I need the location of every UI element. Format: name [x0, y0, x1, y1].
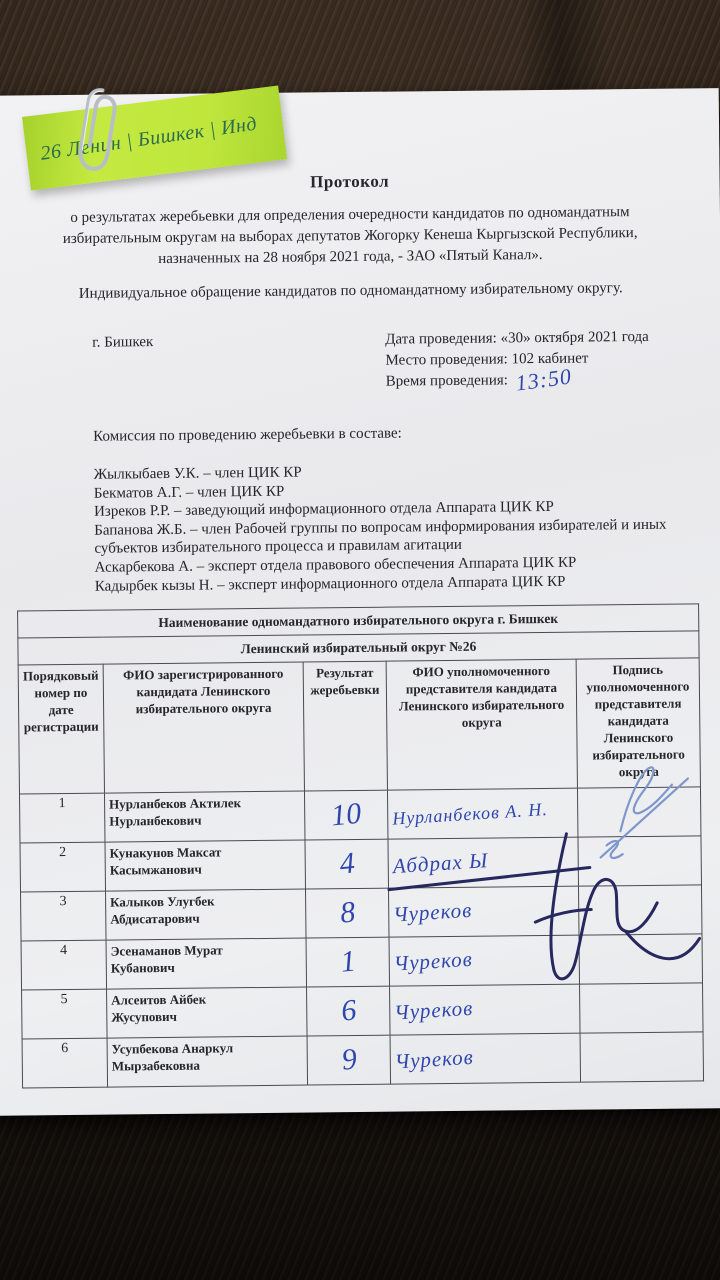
handwritten-result: 4 [337, 846, 356, 881]
table-row [20, 836, 702, 892]
signature-cell [579, 934, 703, 984]
signature-cell [578, 836, 702, 886]
column-header-signature: Подпись уполномоченного представителя кандидата Ленинского избирательного округа [576, 658, 700, 788]
city-label: г. Бишкек [92, 334, 154, 351]
candidate-name: Нурланбеков Актилек Нурланбекович [104, 791, 305, 842]
document-paper [0, 88, 720, 1116]
commission-member: Бекматов А.Г. – член ЦИК КР [93, 483, 285, 502]
meta-date: Дата проведения: «30» октября 2021 года [385, 328, 649, 348]
candidate-name: Усупбекова Анаркул Мырзабековна [107, 1036, 308, 1087]
row-order: 6 [22, 1038, 108, 1088]
commission-heading: Комиссия по проведению жеребьевки в составе: [93, 425, 402, 445]
handwritten-representative: Чуреков [393, 995, 474, 1025]
candidate-name: Калыков Улугбек Абдисатарович [106, 889, 307, 940]
column-header-candidate: ФИО зарегистрированного кандидата Ленинского избирательного округа [103, 662, 304, 793]
table-row [22, 983, 704, 1039]
candidate-name: Кунакунов Максат Касымжанович [105, 840, 306, 891]
table-row [19, 787, 701, 843]
handwritten-result: 8 [338, 895, 357, 930]
handwritten-representative: Чуреков [394, 1044, 475, 1074]
column-header-representative: ФИО уполномоченного представителя кандидата Ленинского избирательного округа [386, 659, 577, 790]
handwritten-representative: Нурланбеков А. Н. [391, 798, 549, 829]
table-row [21, 934, 703, 990]
meta-section [0, 326, 720, 406]
meta-place: Место проведения: 102 кабинет [385, 350, 589, 369]
document-title: Протокол [310, 171, 390, 192]
handwritten-result: 10 [329, 796, 363, 833]
commission-section [93, 422, 720, 596]
handwritten-representative: Чуреков [393, 946, 474, 976]
table-row [22, 1032, 704, 1088]
commission-member: Аскарбекова А. – эксперт отдела правового обеспечения Аппарата ЦИК КР [94, 554, 577, 576]
meta-block [385, 327, 649, 396]
document-intro-paragraph: о результатах жеребьевки для определения очередности кандидатов по одномандатным избирательным округам на выборах депутатов Жогорку Кенеша Кыргызской Республики, назначенных на 28 ноября 2021 года, - ЗАО «Пятый Канал». [62, 204, 638, 268]
row-order: 3 [21, 891, 107, 941]
row-order: 4 [21, 940, 107, 990]
commission-member: Кадырбек кызы Н. – эксперт информационного отдела Аппарата ЦИК КР [94, 573, 566, 595]
signature-cell [577, 787, 701, 837]
sticky-note-text: 26 Ленин | Бишкек | Инд [39, 112, 259, 165]
document-subtitle: Индивидуальное обращение кандидатов по одномандатному избирательному округу. [78, 280, 623, 302]
handwritten-result: 6 [339, 993, 358, 1028]
meta-time-label: Время проведения: [385, 372, 508, 390]
table-caption-okrug: Ленинский избирательный округ №26 [18, 631, 699, 665]
table-row [21, 885, 703, 941]
column-header-order: Порядковый номер по дате регистрации [18, 664, 104, 794]
column-header-result: Результат жеребьевки [303, 661, 387, 791]
commission-member: Жылкыбаев У.К. – член ЦИК КР [93, 464, 302, 483]
signature-cell [580, 983, 704, 1033]
candidate-name: Алсеитов Айбек Жусупович [107, 987, 308, 1038]
handwritten-representative: Чуреков [392, 897, 473, 927]
commission-member: Изреков Р.Р. – заведующий информационного отдела Аппарата ЦИК КР [93, 499, 554, 520]
handwritten-result: 1 [338, 944, 357, 979]
lottery-results-table [17, 604, 704, 1089]
table-caption-district: Наименование одномандатного избирательного округа г. Бишкек [18, 604, 699, 638]
commission-member: Бапанова Ж.Б. – член Рабочей группы по вопросам информирования избирателей и иных субъектов избирательного процесса и правилам агитации [94, 516, 667, 558]
signature-cell [580, 1032, 704, 1082]
handwritten-representative: Абдрах Ы [392, 847, 489, 878]
row-order: 1 [19, 793, 105, 843]
candidate-name: Эсенаманов Мурат Кубанович [106, 938, 307, 989]
handwritten-time: 13:50 [514, 363, 574, 396]
row-order: 2 [20, 842, 106, 892]
handwritten-result: 9 [339, 1042, 358, 1077]
row-order: 5 [22, 989, 108, 1039]
signature-cell [578, 885, 702, 935]
